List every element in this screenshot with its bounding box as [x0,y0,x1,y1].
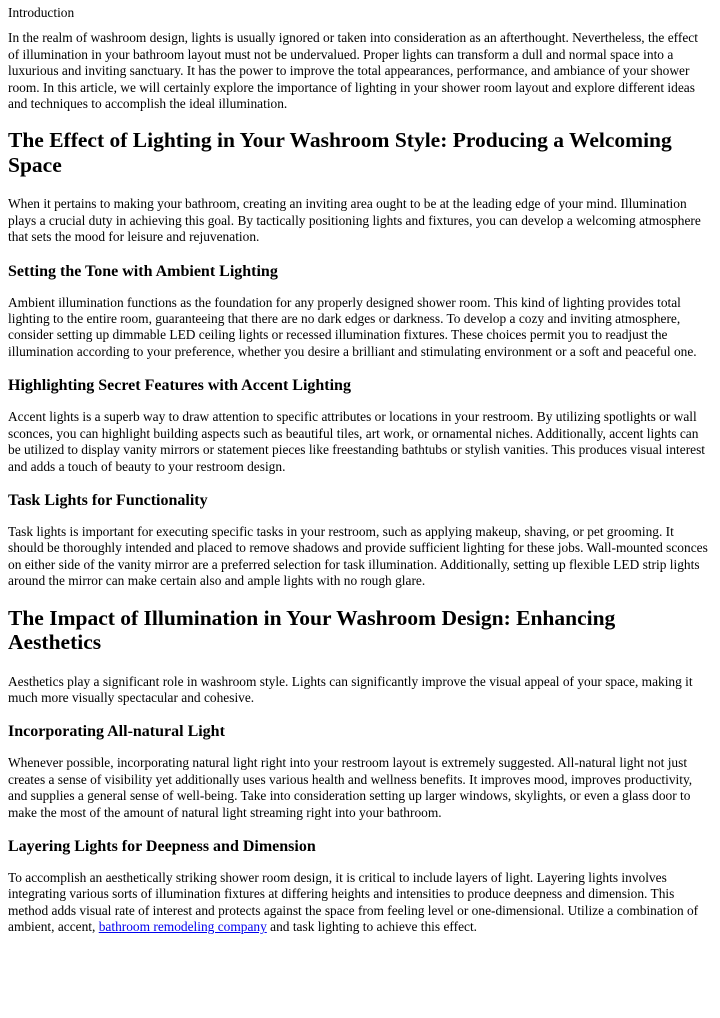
paragraph-text-before-link: To accomplish an aesthetically striking shower room design, it is critical to include layers of light. Layering lights involves integrating various sorts of illumination fixtures at differing heights and intensities to produce deepness and dimension. This method adds visual rate of interest and protects against the space from feeling level or one-dimensional. Utilize a combination of ambient, accent, [8,869,699,935]
intro-label: Introduction [8,5,75,20]
paragraph-ambient-lighting: Ambient illumination functions as the foundation for any properly designed shower room. This kind of lighting provides total lighting to the entire room, guaranteeing that there are no dark edges or darkness. To develop a cozy and inviting atmosphere, consider setting up dimmable LED ceiling lights or recessed illumination fixtures. These choices permit you to readjust the illumination according to your preference, whether you desire a brilliant and stimulating environment or a soft and peaceful one. [8,294,697,359]
intro-paragraph: In the realm of washroom design, lights is usually ignored or taken into consideration as an afterthought. Nevertheless, the effect of illumination in your bathroom layout must not be undervalued. Proper lights can transform a dull and normal space into a luxurious and inviting sanctuary. It has the power to improve the total appearances, performance, and ambiance of your shower room. In this article, we will certainly explore the importance of lighting in your shower room layout and explore different ideas and techniques to accomplish the ideal illumination. [8,30,698,112]
subheading-ambient-lighting: Setting the Tone with Ambient Lighting [8,262,278,280]
subheading-natural-light: Incorporating All-natural Light [8,723,225,741]
section-heading-welcoming-space: The Effect of Lighting in Your Washroom Style: Producing a Welcoming Space [8,128,672,177]
section-paragraph-welcoming-space: When it pertains to making your bathroom, creating an inviting area ought to be at the leading edge of your mind. Illumination plays a crucial duty in achieving this goal. By tactically positioning lights and fixtures, you can develop a welcoming atmosphere that sets the mood for leisure and rejuvenation. [8,196,701,245]
subheading-task-lights: Task Lights for Functionality [8,491,208,509]
paragraph-task-lights: Task lights is important for executing specific tasks in your restroom, such as applying makeup, shaving, or pet grooming. It should be thoroughly intended and placed to remove shadows and provide sufficient lighting for these jobs. Wall-mounted sconces on either side of the vanity mirror are a preferred selection for task illumination. Additionally, setting up flexible LED strip lights around the mirror can make certain also and ample lights with no rough glare. [8,523,708,589]
subheading-accent-lighting: Highlighting Secret Features with Accent Lighting [8,377,351,395]
section-paragraph-enhancing-aesthetics: Aesthetics play a significant role in washroom style. Lights can significantly improve the visual appeal of your space, making it much more visually spectacular and cohesive. [8,673,693,705]
bathroom-remodeling-link[interactable]: bathroom remodeling company [98,919,267,935]
paragraph-layering-lights [8,870,712,936]
section-heading-enhancing-aesthetics: The Impact of Illumination in Your Washroom Design: Enhancing Aesthetics [8,605,616,655]
paragraph-accent-lighting: Accent lights is a superb way to draw attention to specific attributes or locations in your restroom. By utilizing spotlights or wall sconces, you can highlight building aspects such as beautiful tiles, art work, or ornamental niches. Additionally, accent lights can be utilized to display vanity mirrors or statement pieces like freestanding bathtubs or stylish vanities. This produces visual interest and adds a touch of beauty to your restroom design. [8,409,706,474]
paragraph-natural-light: Whenever possible, incorporating natural light right into your restroom layout is extremely suggested. All-natural light not just creates a sense of visibility yet additionally uses various health and wellness benefits. It improves mood, improves productivity, and supplies a general sense of well-being. Take into consideration setting up larger windows, skylights, or even a glass door to make the most of the amount of natural light streaming right into your bathroom. [8,755,693,820]
paragraph-text-after-link: and task lighting to achieve this effect. [266,919,478,935]
subheading-layering-lights: Layering Lights for Deepness and Dimension [8,837,316,855]
